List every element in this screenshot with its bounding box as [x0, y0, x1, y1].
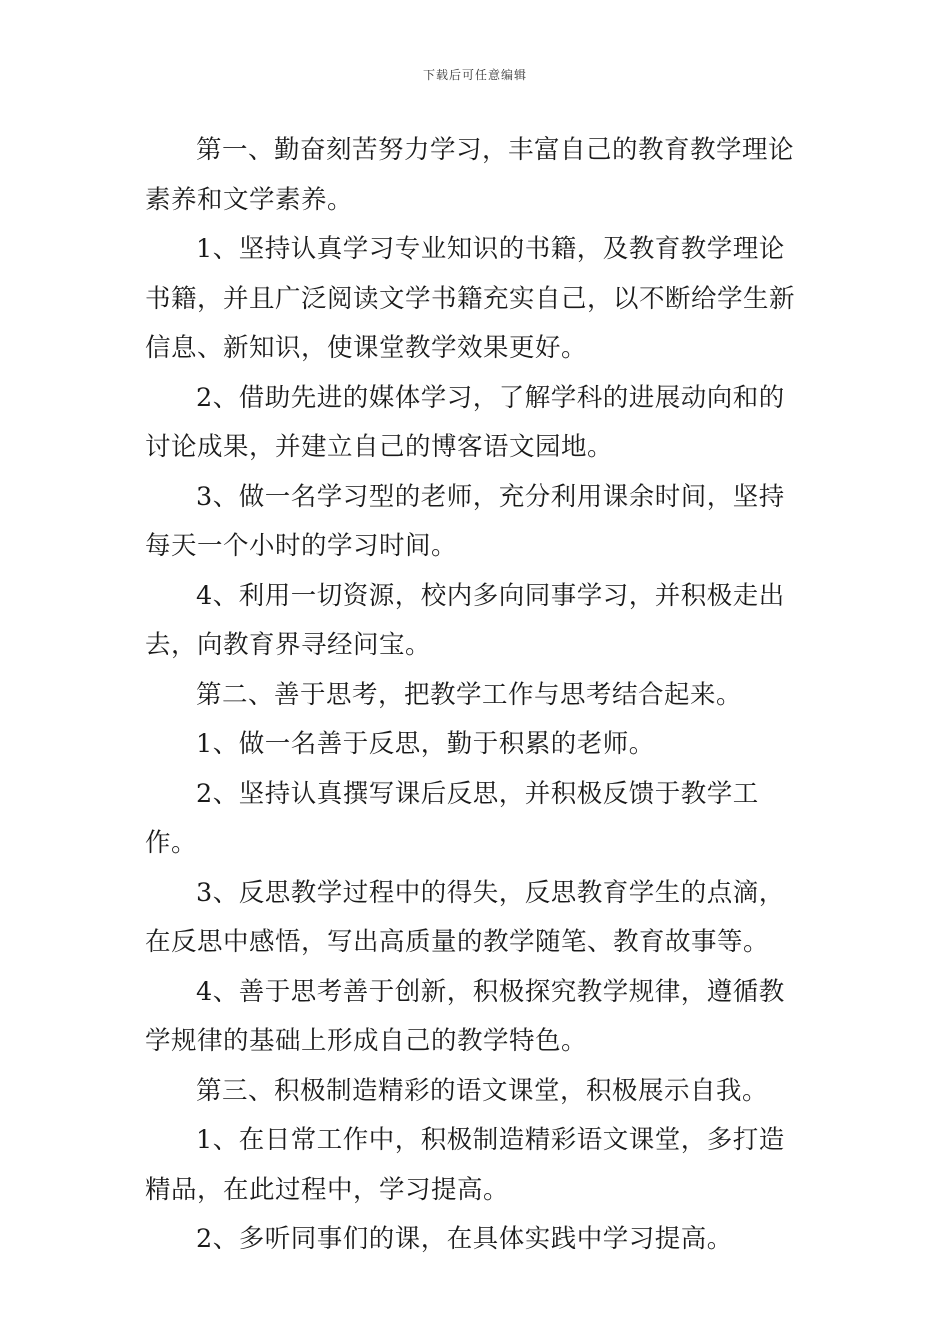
section-heading-1: 第一、勤奋刻苦努力学习，丰富自己的教育教学理论素养和文学素养。 [145, 135, 795, 215]
list-item: 2、坚持认真撰写课后反思，并积极反馈于教学工作。 [145, 778, 759, 858]
section-heading-2: 第二、善于思考，把教学工作与思考结合起来。 [196, 679, 743, 710]
list-item: 1、在日常工作中，积极制造精彩语文课堂，多打造精品，在此过程中，学习提高。 [145, 1125, 785, 1205]
list-item: 4、善于思考善于创新，积极探究教学规律，遵循教学规律的基础上形成自己的教学特色。 [145, 976, 785, 1056]
list-item: 3、反思教学过程中的得失，反思教育学生的点滴，在反思中感悟，写出高质量的教学随笔、教育故事等。 [145, 877, 785, 957]
list-item: 4、利用一切资源，校内多向同事学习，并积极走出去，向教育界寻经问宝。 [145, 580, 785, 660]
list-item: 2、借助先进的媒体学习，了解学科的进展动向和的讨论成果，并建立自己的博客语文园地。 [145, 382, 785, 462]
page-header: 下载后可任意编辑 [422, 68, 527, 82]
section-heading-3: 第三、积极制造精彩的语文课堂，积极展示自我。 [196, 1075, 769, 1106]
document-body [145, 126, 810, 1265]
list-item: 3、做一名学习型的老师，充分利用课余时间，坚持每天一个小时的学习时间。 [145, 481, 785, 561]
list-item: 2、多听同事们的课，在具体实践中学习提高。 [196, 1224, 733, 1254]
list-item: 1、坚持认真学习专业知识的书籍，及教育教学理论书籍，并且广泛阅读文学书籍充实自己，以不断给学生新信息、新知识，使课堂教学效果更好。 [145, 234, 796, 363]
list-item: 1、做一名善于反思，勤于积累的老师。 [196, 729, 655, 759]
